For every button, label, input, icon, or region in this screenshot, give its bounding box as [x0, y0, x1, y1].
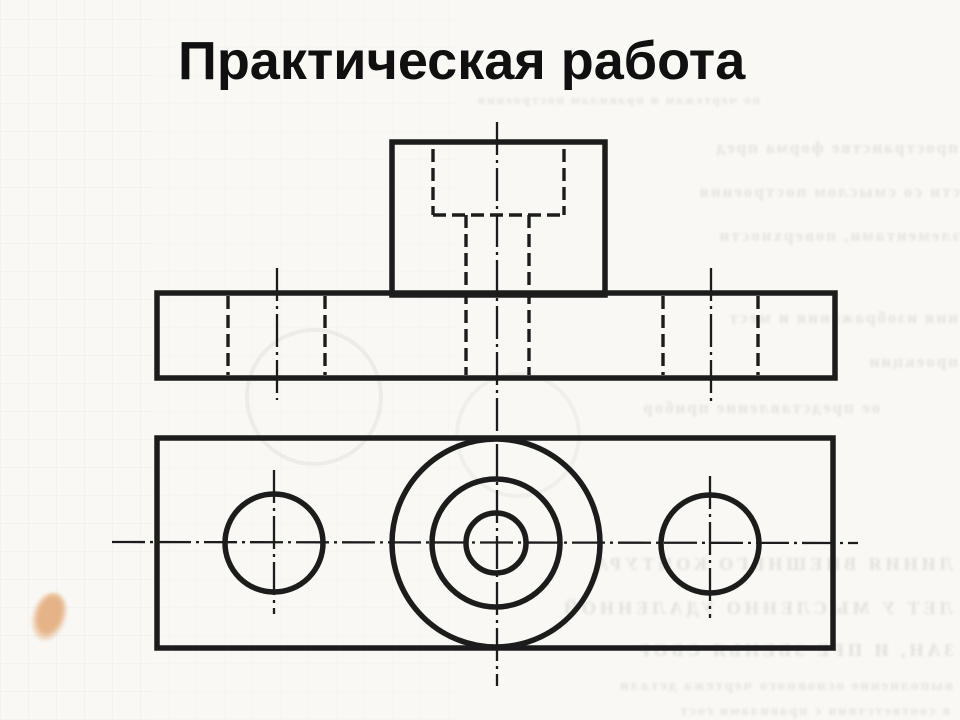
bleedthrough-text: ЗАН, И ПРЕ ЗВЕНЬЯ СБОР	[634, 640, 954, 660]
bleedthrough-text: элементами, поверхности	[717, 226, 960, 245]
bleedthrough-text: ЛИНИЯ ВНЕШНЕГО КОНТУРА	[591, 554, 953, 574]
bleedthrough-text: ЛЕТ У МЫСЛЕННО УДАЛЕННОЙ	[560, 598, 953, 618]
bleedthrough-text: ния изображения и мест	[727, 308, 958, 327]
slide-title: Практическая работа	[178, 31, 746, 91]
center-axis-line	[112, 542, 858, 543]
bleedthrough-text: сти со смыслом построения	[697, 182, 960, 201]
bleedthrough-text: пространстве форма пред	[714, 138, 958, 157]
bleedthrough-text: по чертежам и правилам построения	[476, 92, 760, 107]
bleedthrough-text: выполнение основного чертежа детали	[618, 678, 953, 694]
bleedthrough-text: в соответствии с правилами гост	[678, 704, 950, 719]
front-view-boss	[392, 142, 605, 295]
bleedthrough-text: ое представление прибор	[641, 398, 880, 417]
bleedthrough-text: проекции	[867, 352, 958, 371]
